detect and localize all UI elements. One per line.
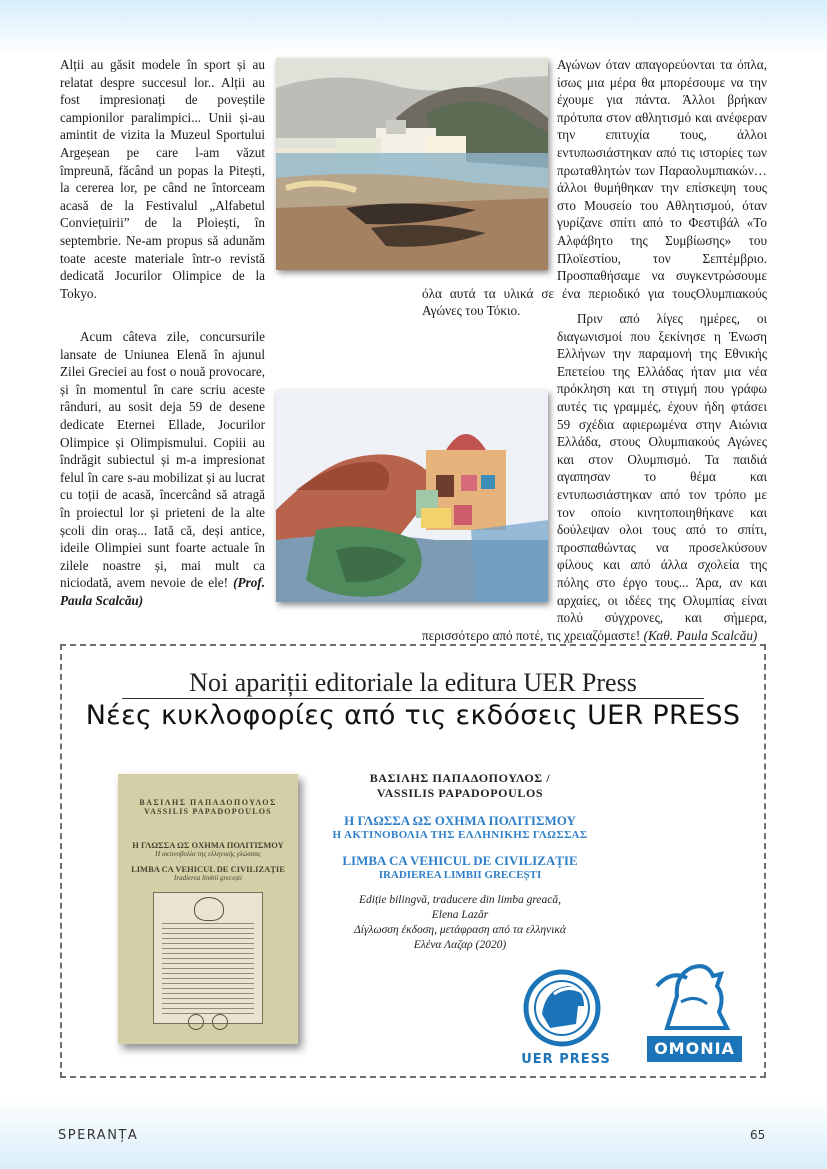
ro-paragraph-1-text: Alții au găsit modele în sport și au relatat despre succesul lor.. Alții au fost impresionați de poveștile campionilor paralimpici... Unii și-au amintit de vizita la Muzeul Sportului Argeșean pe care l-am văzut împreună, făcând un popas la Pitești, la cererea lor, pe când ne întorceam acasă de la Festivalul „Alfabetul Conviețuirii” de la Ploiești, în septembrie. Ne-am propus să adunăm toate aceste materiale într-o revistă dedicată Jocurilor Olimpice de la Tokyo. xyxy=(60,57,265,301)
uer-press-label: UER PRESS xyxy=(521,1052,611,1067)
omonia-griffin-icon xyxy=(647,956,742,1036)
book-subtitle-gr: Η ΑΚΤΙΝΟΒΟΛΙΑ ΤΗΣ ΕΛΛΗΝΙΚΗΣ ΓΛΩΣΣΑΣ xyxy=(332,829,588,841)
gr-paragraph-2-body: σχέδια αφιερωμένα στην Αιώνια Ελλάδα, στους Ολυμπιακούς Αγώνες και στον Ολυμπισμό. Τα παιδιά αγαπησαν το θέμα και εντυπωσιάστηκαν από τον τρόπο με τον οποίο κινητοποιηθήκανε και δούλεψαν ολοι τους από το σπίτι, προσπαθώντας να προσελκύσουν φίλους και από άλλα σχολεία της πόλης στο έργο τους... Άρα, αν και αρχαίες, οι ιδέες της Ολυμπίας είναι πολύ σύγχρονες, και σήμερα, περισσότερο από ποτέ, τις χρειαζόμαστε! xyxy=(422,416,768,643)
book-edition-ro-1: Ediție bilingvă, traducere din limba greacă, xyxy=(359,894,561,906)
book-edition xyxy=(320,893,600,953)
cover-manuscript-plate xyxy=(153,892,263,1024)
cover-logos xyxy=(118,1014,298,1030)
gr-signature: (Καθ. Paula Scalcău) xyxy=(643,627,758,643)
cover-subtitle-gr: Η ακτινοβολία της ελληνικής γλώσσας xyxy=(155,850,261,858)
cover-author-gr: ΒΑΣΙΛΗΣ ΠΑΠΑΔΟΠΟΥΛΟΣ xyxy=(139,798,277,807)
cover-crest-icon xyxy=(194,897,224,921)
cover-title-ro: LIMBA CA VEHICUL DE CIVILIZAȚIE xyxy=(131,864,285,874)
page-number: 65 xyxy=(750,1128,766,1142)
uer-press-logo xyxy=(512,966,622,1076)
painting-greek-landscape-svg xyxy=(276,390,548,602)
book-author-en: VASSILIS PAPADOPOULOS xyxy=(376,786,544,800)
book-edition-ro-2: Elena Lazăr xyxy=(431,909,489,921)
gr-paragraph-1-text: Αγώνων όταν απαγορεύονται τα όπλα, ίσως μια μέρα θα μπορέσουμε να την έχουμε για πάντα. Άλλοι βρήκαν πρότυπα στον αθλητισμό και ανέφεραν την επιτυχία τους, άλλοι εντυπωσιάστηκαν από τις ιστορίες των πρωταθλητών των Παραολυμπιακών… άλλοι θυμήθηκαν την επίσκεψη τους στο Μουσείο του Αθλητισμού, όταν γυρίζανε σπίτι από το Φεστιβάλ «Το Αλφάβητο της Συμβίωσης» του Πλοϊεστίου, τον Σεπτέμβριο. xyxy=(557,57,767,266)
book-title-ro: LIMBA CA VEHICUL DE CIVILIZAȚIE xyxy=(342,853,578,868)
promo-title-rule xyxy=(122,698,704,699)
cover-author-en: VASSILIS PAPADOPOULOS xyxy=(144,807,272,816)
cover-title-gr: Η ΓΛΩΣΣΑ ΩΣ ΟΧΗΜΑ ΠΟΛΙΤΙΣΜΟΥ xyxy=(132,840,284,850)
book-info xyxy=(320,771,600,953)
painting-greek-landscape xyxy=(276,390,548,602)
cover-subtitle-ro: Iradierea limbii grecești xyxy=(174,874,242,882)
cover-logo-omonia-icon xyxy=(212,1014,228,1030)
promo-title-ro: Noi apariții editoriale la editura UER Press xyxy=(189,668,637,697)
ro-paragraph-2-text: Acum câteva zile, concursurile lansate de Uniunea Elenă în ajunul Zilei Greciei au fost o nouă provocare, și în momentul în care scriu aceste rânduri, au sosit deja 59 de desene dedicate Eternei Ellade, Jocurilor Olimpice și Olimpismului. Copiii au îndrăgit subiectul și m-a impresionat felul în care s-au mobilizat și au lucrat cu toții de acasă, încercând să atragă în proiectul lor și prieteni de la alte școli din oraș... Iată că, deși antice, ideile Olimpiei sunt foarte actuale în zilele noastre și, mai mult ca niciodată, avem nevoie de ele! xyxy=(60,329,265,591)
painting-seaside-village xyxy=(276,58,548,270)
ro-signature: (Prof. Paula Scalcău) xyxy=(60,575,265,608)
cover-manuscript-lines xyxy=(162,923,254,1015)
omonia-logo xyxy=(647,956,742,1068)
book-subtitle-ro: IRADIEREA LIMBII GRECEȘTI xyxy=(378,869,542,881)
omonia-label: OMONIA xyxy=(647,1036,742,1062)
magazine-name: SPERANȚA xyxy=(58,1128,139,1143)
painting-seaside-village-svg xyxy=(276,58,548,270)
book-title-gr: Η ΓΛΩΣΣΑ ΩΣ ΟΧΗΜΑ ΠΟΛΙΤΙΣΜΟΥ xyxy=(344,813,576,828)
gr-paragraph-1-tail: Προσπαθήσαμε να συγκεντρώσουμε όλα αυτά τα υλικά σε ένα περιοδικό για τουςΟλυμπιακούς Αγώνες του Τόκιο. xyxy=(422,268,767,319)
promo-box xyxy=(60,644,766,1078)
book-author-gr: ΒΑΣΙΛΗΣ ΠΑΠΑΔΟΠΟΥΛΟΣ / xyxy=(369,771,551,785)
book-cover xyxy=(118,774,298,1044)
gr-paragraph-2-head: Πριν από λίγες ημέρες, οι διαγωνισμοί που ξεκίνησε η Ένωση Ελλήνων την παραμονή της Εθνικής Επετείου της Ελλάδας ήταν μια νέα πρόκληση και τη στιγμή που γράφω αυτές τις γραμμές, έχουν ήδη φτάσει 59 xyxy=(557,311,767,432)
cover-logo-uer-icon xyxy=(188,1014,204,1030)
book-edition-gr-2: Ελένα Λαζαρ (2020) xyxy=(413,939,507,951)
book-edition-gr-1: Δίγλωσση έκδοση, μετάφραση από τα ελληνικά xyxy=(354,924,566,936)
promo-title-gr: Νέες κυκλοφορίες από τις εκδόσεις UER PRESS xyxy=(85,700,741,731)
